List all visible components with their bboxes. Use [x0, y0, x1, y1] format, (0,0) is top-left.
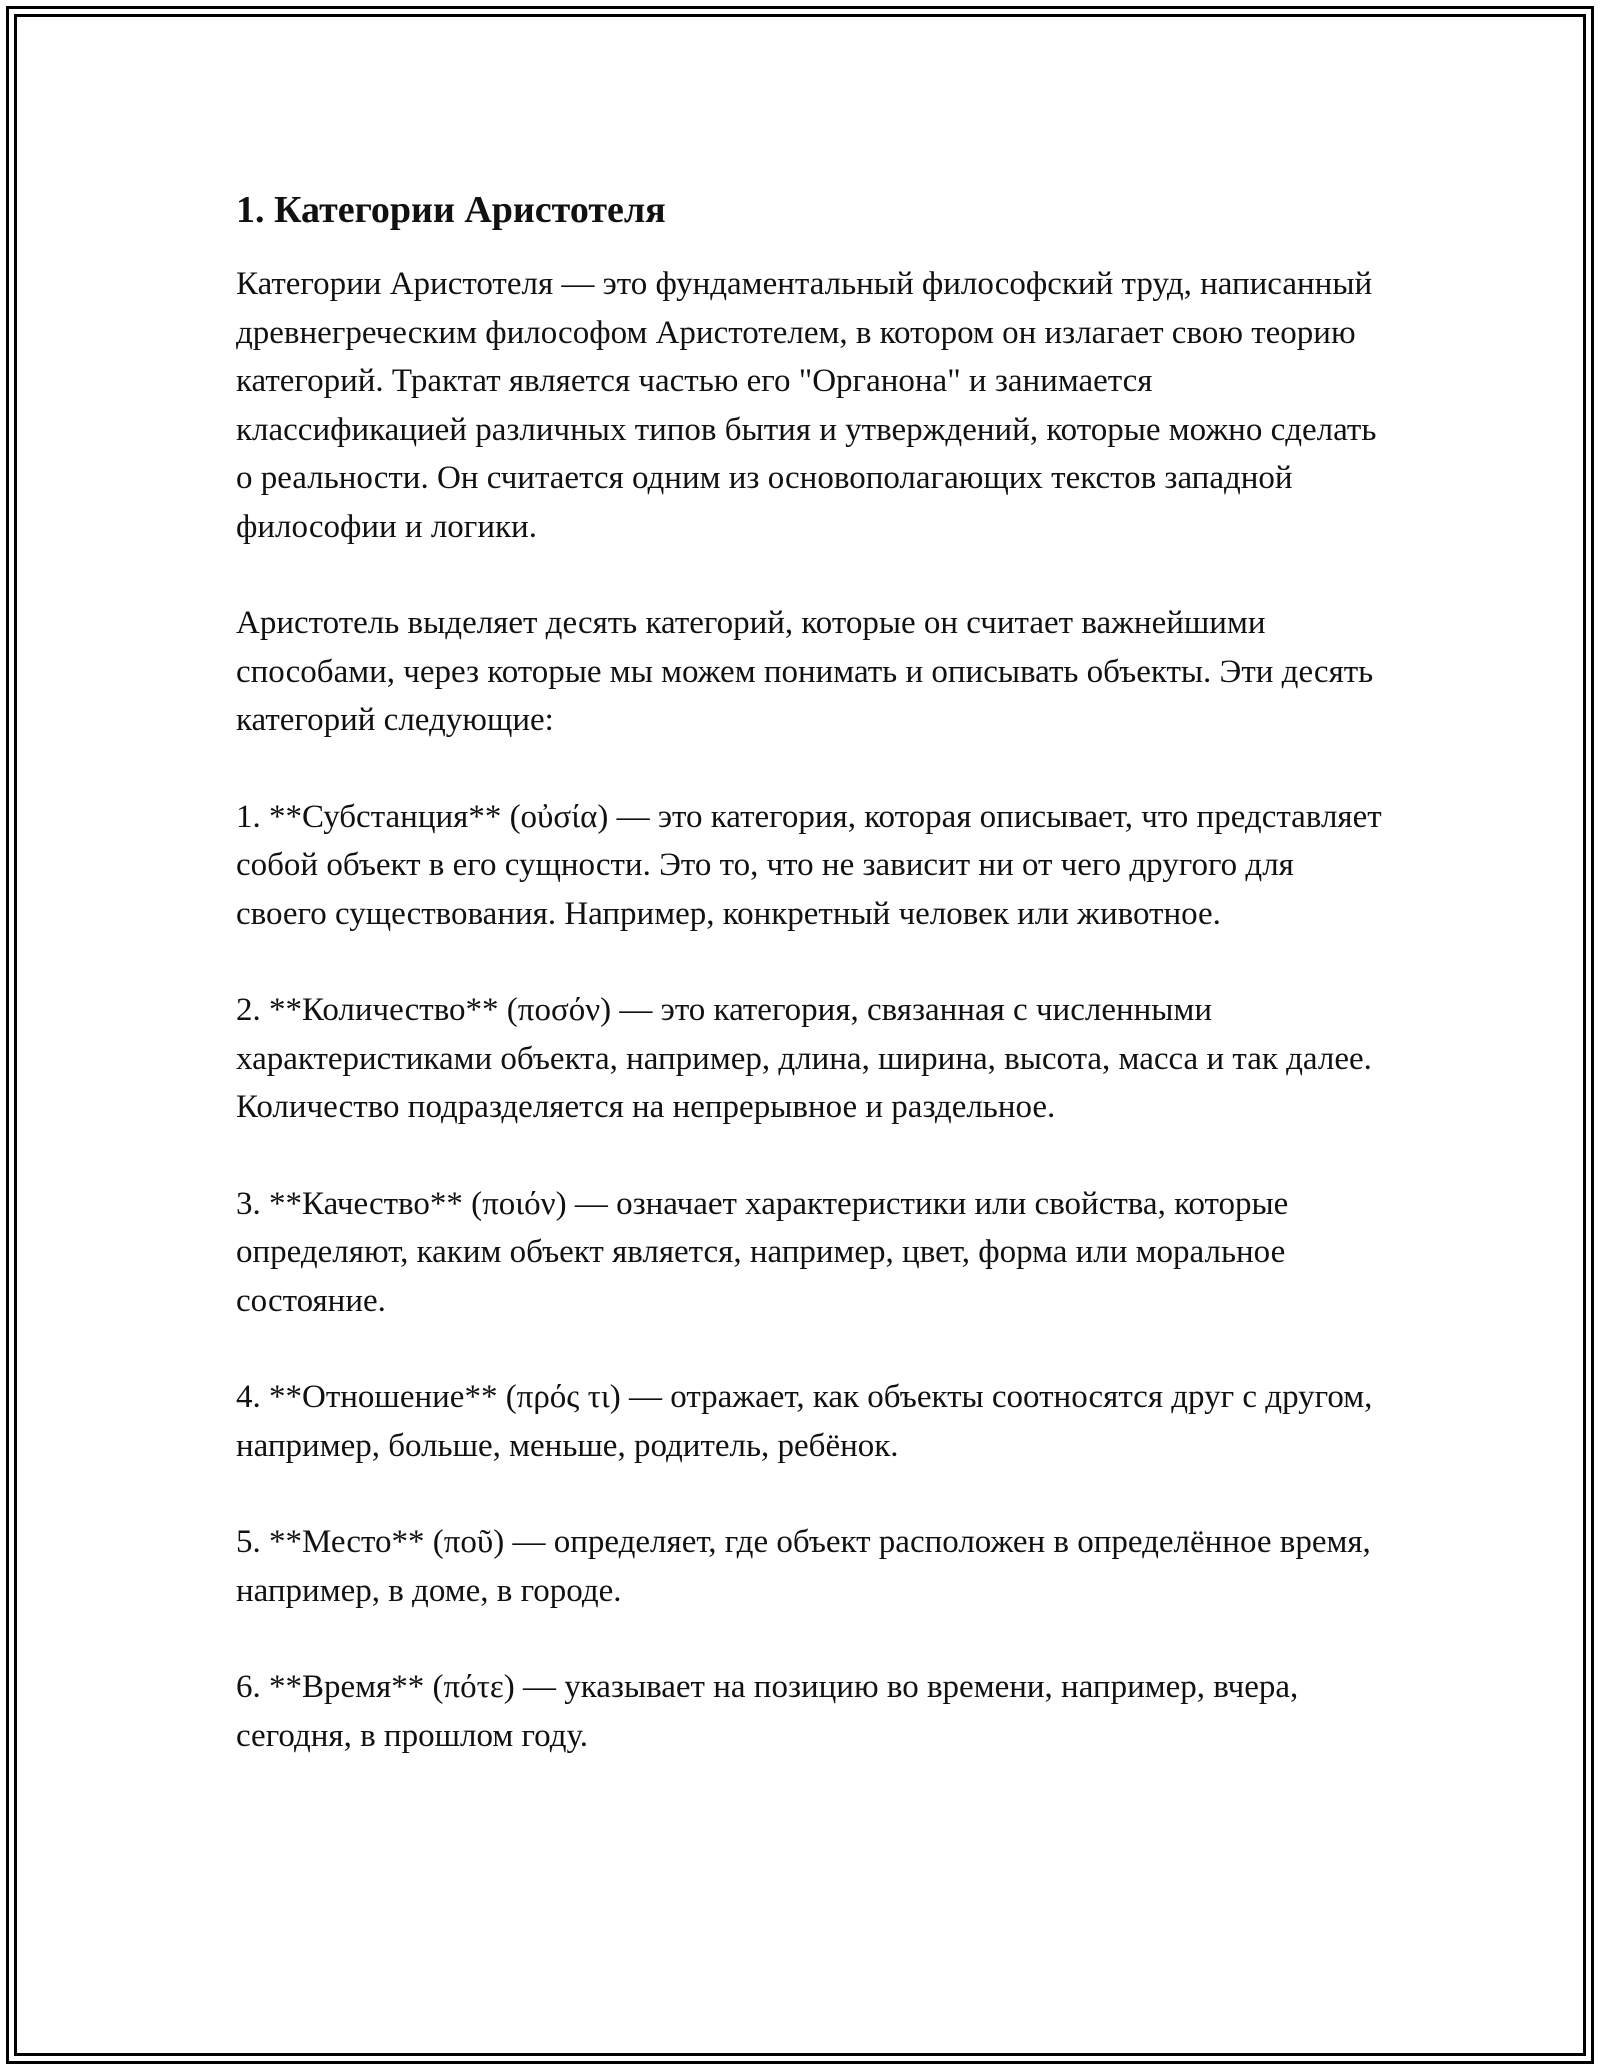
category-item-substance: 1. **Субстанция** (οὐσία) — это категория, которая описывает, что представляет собой объект в его сущности. Это то, что не зависит ни от чего другого для своего существования. Например, конкретный человек или животное. — [236, 798, 1382, 932]
document-body — [236, 186, 1386, 1808]
intro-paragraph: Категории Аристотеля — это фундаментальный философский труд, написанный древнегреческим философом Аристотелем, в котором он излагает свою теорию категорий. Трактат является частью его "Органона" и занимается классификацией различных типов бытия и утверждений, которые можно сделать о реальности. Он считается одним из основополагающих текстов западной философии и логики. — [236, 266, 1377, 545]
category-item-time: 6. **Время** (πότε) — указывает на позицию во времени, например, вчера, сегодня, в прошлом году. — [236, 1669, 1299, 1754]
category-item-quality: 3. **Качество** (ποιόν) — означает характеристики или свойства, которые определяют, каким объект является, например, цвет, форма или моральное состояние. — [236, 1185, 1289, 1319]
categories-intro-paragraph: Аристотель выделяет десять категорий, которые он считает важнейшими способами, через которые мы можем понимать и описывать объекты. Эти десять категорий следующие: — [236, 605, 1374, 738]
category-item-quantity: 2. **Количество** (ποσόν) — это категория, связанная с численными характеристиками объекта, например, длина, ширина, высота, масса и так далее. Количество подразделяется на непрерывное и раздельное. — [236, 992, 1372, 1125]
document-title: 1. Категории Аристотеля — [236, 189, 666, 231]
category-item-relation: 4. **Отношение** (πρός τι) — отражает, как объекты соотносятся друг с другом, например, больше, меньше, родитель, ребёнок. — [236, 1379, 1373, 1464]
category-item-place: 5. **Место** (ποῦ) — определяет, где объект расположен в определённое время, например, в доме, в городе. — [236, 1524, 1371, 1609]
